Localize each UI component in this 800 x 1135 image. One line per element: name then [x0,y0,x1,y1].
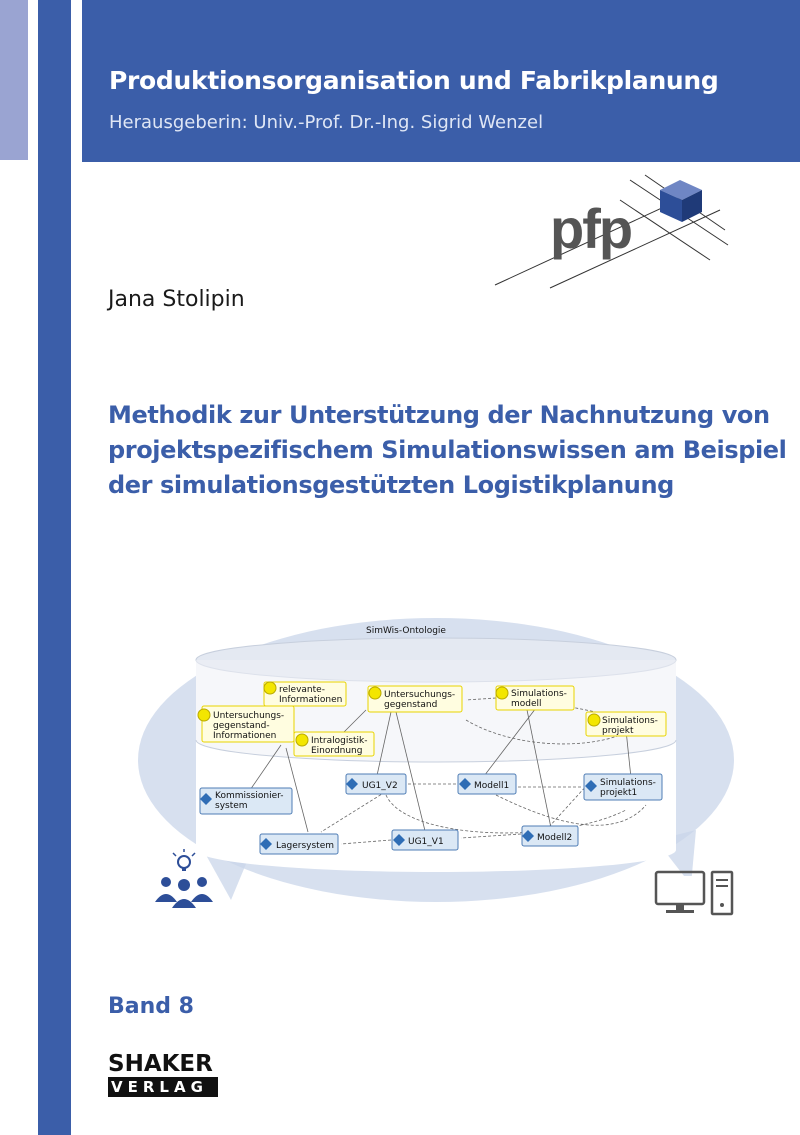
svg-text:projekt: projekt [602,726,634,736]
svg-text:gegenstand: gegenstand [384,700,438,710]
class-node [496,686,574,710]
class-node [368,686,462,712]
svg-text:UG1_V2: UG1_V2 [362,781,398,791]
svg-text:Simulations-: Simulations- [600,778,656,788]
svg-text:Modell2: Modell2 [537,833,573,843]
people-lightbulb-icon [155,849,213,908]
instance-node [584,774,662,800]
svg-text:Untersuchungs-: Untersuchungs- [213,711,285,721]
volume-number: Band 8 [108,994,194,1019]
svg-text:Lagersystem: Lagersystem [276,841,335,851]
svg-text:Simulations-: Simulations- [602,716,658,726]
computer-icon [656,872,732,914]
svg-text:Intralogistik-: Intralogistik- [311,736,368,746]
class-node [198,706,294,742]
class-node [294,732,374,756]
svg-text:relevante-: relevante- [279,685,325,695]
svg-text:modell: modell [511,699,542,709]
decorative-stripe-light [0,0,28,160]
svg-text:Einordnung: Einordnung [311,746,363,756]
instance-node [458,774,516,794]
pfp-logo-text: pfp [550,197,632,260]
series-editor: Herausgeberin: Univ.-Prof. Dr.-Ing. Sigrid Wenzel [109,112,544,133]
svg-text:Informationen: Informationen [279,695,343,705]
publisher-subname: VERLAG [108,1077,218,1097]
instance-node [522,826,578,846]
cube-icon [660,180,702,222]
svg-text:UG1_V1: UG1_V1 [408,837,444,847]
series-title: Produktionsorganisation und Fabrikplanung [109,66,719,95]
book-title-line-1: Methodik zur Unterstützung der Nachnutzung von [108,401,770,429]
author-name: Jana Stolipin [108,287,245,312]
book-title [108,398,788,503]
publisher-name: SHAKER [108,1051,213,1077]
pfp-logo [490,170,730,290]
decorative-stripe-dark [38,0,71,1135]
book-title-line-2: projektspezifischem Simulationswissen am Beispiel [108,436,787,464]
class-node [586,712,666,736]
instance-node [200,788,292,814]
series-header [82,0,800,162]
svg-text:Simulations-: Simulations- [511,689,567,699]
svg-text:system: system [215,801,248,811]
svg-text:gegenstand-: gegenstand- [213,721,270,731]
svg-text:projekt1: projekt1 [600,788,638,798]
class-node [264,682,346,706]
svg-text:Untersuchungs-: Untersuchungs- [384,690,456,700]
book-title-line-3: der simulationsgestützten Logistikplanung [108,471,674,499]
publisher-logo [108,1052,218,1102]
svg-text:Kommissionier-: Kommissionier- [215,791,284,801]
instance-node [346,774,406,794]
instance-node [260,834,338,854]
svg-text:Informationen: Informationen [213,731,277,741]
svg-text:Modell1: Modell1 [474,781,510,791]
instance-node [392,830,458,850]
diagram-title: SimWis-Ontologie [366,626,446,636]
ontology-diagram [136,600,746,920]
